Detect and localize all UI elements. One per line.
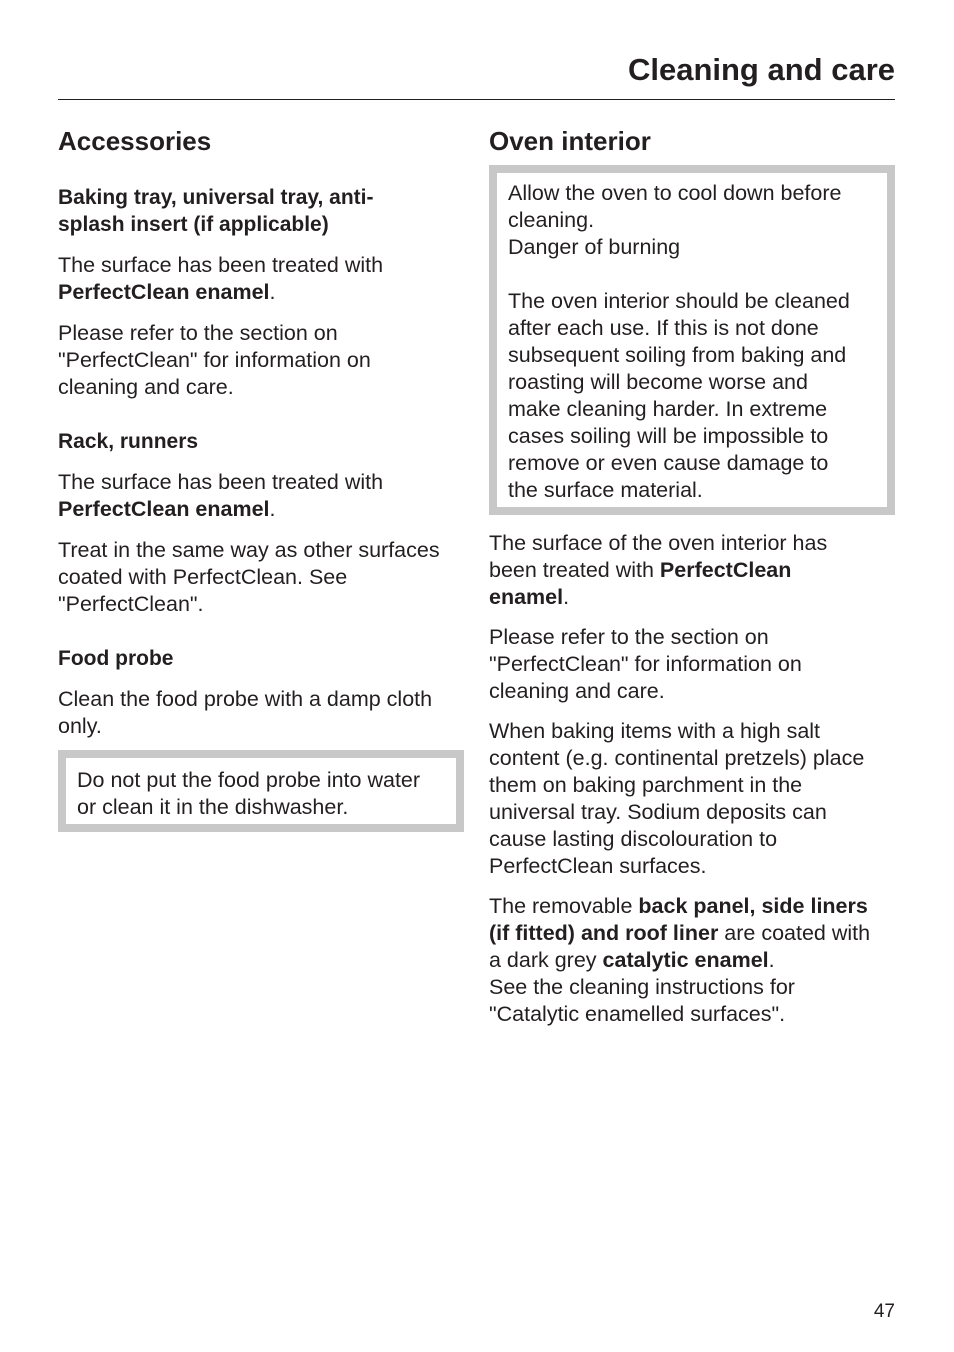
oven-interior-heading: Oven interior: [489, 126, 651, 156]
baking-tray-heading-line2: splash insert (if applicable): [58, 213, 329, 236]
baking-tray-period: .: [269, 280, 276, 304]
oven-warning-line1: Allow the oven to cool down before: [508, 181, 842, 205]
oven-surface-line1: The surface of the oven interior has: [489, 531, 828, 555]
oven-surface-bold1: PerfectClean: [659, 558, 792, 582]
baking-tray-refer-line3: cleaning and care.: [58, 375, 234, 399]
title-rule: [58, 99, 895, 100]
baking-tray-heading: [58, 184, 466, 238]
baking-tray-enamel-bold: PerfectClean enamel: [58, 280, 270, 304]
oven-salt-line1: When baking items with a high salt: [489, 719, 821, 743]
oven-salt-line5: cause lasting discolouration to: [489, 827, 778, 851]
oven-catalytic-line1-bold: back panel, side liners: [638, 894, 868, 918]
baking-tray-refer-paragraph: [58, 320, 466, 401]
oven-catalytic-line2-end: are coated with: [718, 921, 871, 945]
food-probe-line1: Clean the food probe with a damp cloth: [58, 687, 433, 711]
rack-heading: Rack, runners: [58, 430, 199, 453]
oven-warning-line6: subsequent soiling from baking and: [508, 343, 847, 367]
oven-salt-line3: them on baking parchment in the: [489, 773, 803, 797]
oven-refer-line2: "PerfectClean" for information on: [489, 652, 802, 676]
rack-surface-line: The surface has been treated with: [58, 470, 384, 494]
oven-catalytic-line3-end: .: [768, 948, 775, 972]
baking-tray-refer-line1: Please refer to the section on: [58, 321, 338, 345]
oven-surface-period: .: [563, 585, 570, 609]
oven-warning-box: [489, 165, 895, 515]
oven-salt-line2: content (e.g. continental pretzels) place: [489, 746, 865, 770]
oven-warning-line7: roasting will become worse and: [508, 370, 808, 394]
page-title: Cleaning and care: [627, 52, 895, 87]
oven-catalytic-line1-start: The removable: [489, 894, 639, 918]
oven-warning-text: [508, 180, 877, 504]
oven-salt-line6: PerfectClean surfaces.: [489, 854, 707, 878]
oven-refer-line1: Please refer to the section on: [489, 625, 769, 649]
oven-catalytic-line3-start: a dark grey: [489, 948, 603, 972]
food-probe-warning-text: [77, 767, 446, 821]
food-probe-heading: Food probe: [58, 647, 174, 670]
oven-warning-line3: Danger of burning: [508, 235, 681, 259]
baking-tray-refer-line2: "PerfectClean" for information on: [58, 348, 371, 372]
oven-catalytic-line3-bold: catalytic enamel: [602, 948, 769, 972]
oven-surface-paragraph: [489, 530, 897, 611]
oven-surface-bold2: enamel: [489, 585, 564, 609]
oven-warning-line10: remove or even cause damage to: [508, 451, 829, 475]
oven-catalytic-line5: "Catalytic enamelled surfaces".: [489, 1002, 786, 1026]
oven-catalytic-line4: See the cleaning instructions for: [489, 975, 795, 999]
food-probe-paragraph: [58, 686, 466, 740]
oven-refer-paragraph: [489, 624, 897, 705]
oven-catalytic-line2-bold: (if fitted) and roof liner: [489, 921, 719, 945]
oven-refer-line3: cleaning and care.: [489, 679, 665, 703]
rack-treat-line1: Treat in the same way as other surfaces: [58, 538, 440, 562]
oven-warning-line9: cases soiling will be impossible to: [508, 424, 829, 448]
oven-salt-line4: universal tray. Sodium deposits can: [489, 800, 827, 824]
oven-surface-line2: been treated with: [489, 558, 660, 582]
food-probe-warning-box: [58, 750, 464, 832]
rack-treat-paragraph: [58, 537, 466, 618]
oven-warning-line8: make cleaning harder. In extreme: [508, 397, 828, 421]
oven-salt-paragraph: [489, 718, 897, 880]
accessories-heading: Accessories: [58, 126, 212, 156]
accessories-column: [58, 122, 466, 832]
oven-warning-line4: The oven interior should be cleaned: [508, 289, 850, 313]
oven-interior-column: [489, 122, 897, 1028]
oven-warning-line11: the surface material.: [508, 478, 703, 502]
food-probe-warning-line1: Do not put the food probe into water: [77, 768, 421, 792]
oven-warning-line2: cleaning.: [508, 208, 595, 232]
rack-treat-line3: "PerfectClean".: [58, 592, 204, 616]
page-number: 47: [873, 1301, 895, 1322]
rack-period: .: [269, 497, 276, 521]
baking-tray-surface-paragraph: [58, 252, 466, 306]
food-probe-warning-line2: or clean it in the dishwasher.: [77, 795, 349, 819]
rack-treat-line2: coated with PerfectClean. See: [58, 565, 348, 589]
oven-warning-line5: after each use. If this is not done: [508, 316, 819, 340]
oven-catalytic-paragraph: [489, 893, 897, 1028]
rack-enamel-bold: PerfectClean enamel: [58, 497, 270, 521]
baking-tray-surface-line: The surface has been treated with: [58, 253, 384, 277]
rack-surface-paragraph: [58, 469, 466, 523]
food-probe-line2: only.: [58, 714, 102, 738]
baking-tray-heading-line1: Baking tray, universal tray, anti-: [58, 186, 374, 209]
